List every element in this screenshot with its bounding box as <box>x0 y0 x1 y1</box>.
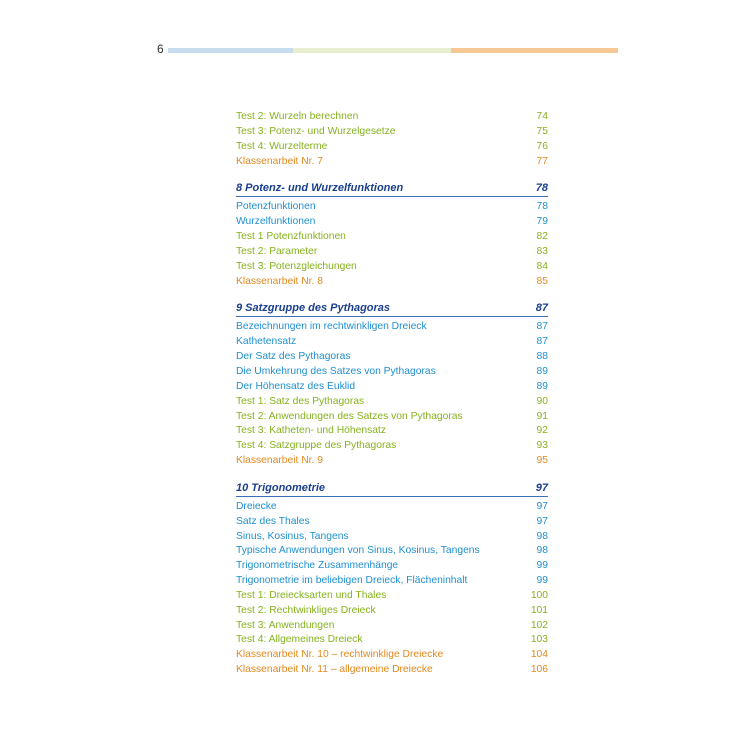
toc-entry[interactable] <box>236 365 548 380</box>
toc-entry[interactable] <box>236 604 548 619</box>
toc-entry-title: Test 4: Wurzelterme <box>236 140 328 152</box>
toc-entry-page: 99 <box>536 560 548 572</box>
chapter-page-number: 97 <box>535 481 548 494</box>
toc-entry-title: Die Umkehrung des Satzes von Pythagoras <box>236 365 436 377</box>
toc-entry-title: Dreiecke <box>236 500 277 512</box>
toc-entry-title: Test 3: Katheten- und Höhensatz <box>236 425 386 437</box>
toc-entry-page: 98 <box>536 530 548 542</box>
toc-entry-page: 84 <box>536 260 548 272</box>
toc-entry-title: Der Höhensatz des Euklid <box>236 380 356 392</box>
toc-entry[interactable] <box>236 574 548 589</box>
toc-entry[interactable] <box>236 515 548 530</box>
toc-entry-title: Trigonometrische Zusammenhänge <box>236 560 399 572</box>
toc-entry-title: Klassenarbeit Nr. 8 <box>236 275 323 287</box>
toc-entry-title: Test 1: Satz des Pythagoras <box>236 395 365 407</box>
toc-entry-page: 103 <box>530 634 548 646</box>
toc-entry-title: Test 2: Parameter <box>236 245 318 257</box>
toc-entry-page: 99 <box>536 575 548 587</box>
toc-entry-page: 93 <box>536 440 548 452</box>
toc-entry-page: 83 <box>536 245 548 257</box>
toc-entry-title: Klassenarbeit Nr. 9 <box>236 455 323 467</box>
toc-entry-title: Test 3: Potenzgleichungen <box>236 260 357 272</box>
toc-entry-page: 100 <box>530 589 548 601</box>
toc-entry-page: 91 <box>536 410 548 422</box>
toc-entry-page: 106 <box>530 664 548 676</box>
toc-entry-title: Typische Anwendungen von Sinus, Kosinus, Tangens <box>236 545 480 557</box>
toc-entry[interactable] <box>236 648 548 663</box>
toc-entry-title: Test 3: Potenz- und Wurzelgesetze <box>236 125 396 137</box>
header-bar-orange <box>451 48 618 53</box>
chapter-title: 9 Satzgruppe des Pythagoras <box>236 302 391 315</box>
toc-entry[interactable] <box>236 544 548 559</box>
toc-entry-page: 75 <box>536 125 548 137</box>
toc-entry[interactable] <box>236 619 548 634</box>
toc-entry-title: Trigonometrie im beliebigen Dreieck, Flächeninhalt <box>236 575 468 587</box>
chapter-heading[interactable] <box>236 175 548 197</box>
toc-entry[interactable] <box>236 559 548 574</box>
toc-entry[interactable] <box>236 245 548 260</box>
toc-entry-page: 79 <box>536 216 548 228</box>
toc-entry[interactable] <box>236 335 548 350</box>
toc-entry-title: Der Satz des Pythagoras <box>236 351 351 363</box>
toc-entry[interactable] <box>236 633 548 648</box>
toc-entry[interactable] <box>236 275 548 290</box>
toc-entry[interactable] <box>236 410 548 425</box>
toc-entry[interactable] <box>236 140 548 155</box>
toc-entry[interactable] <box>236 215 548 230</box>
toc-entry-page: 76 <box>536 140 548 152</box>
toc-entry-page: 104 <box>530 649 548 661</box>
toc-entry-page: 87 <box>536 321 548 333</box>
toc-entry-title: Test 4: Allgemeines Dreieck <box>236 634 363 646</box>
header-bar-green <box>293 48 451 53</box>
toc-entry-page: 89 <box>536 365 548 377</box>
toc-entry-page: 97 <box>536 515 548 527</box>
toc-entry-title: Test 2: Anwendungen des Satzes von Pythagoras <box>236 410 463 422</box>
toc-entry-page: 98 <box>536 545 548 557</box>
toc-entry-page: 89 <box>536 380 548 392</box>
toc-entry[interactable] <box>236 589 548 604</box>
toc-entry[interactable] <box>236 110 548 125</box>
toc-entry[interactable] <box>236 395 548 410</box>
toc-entry-page: 78 <box>536 201 548 213</box>
toc-entry-page: 102 <box>530 619 548 631</box>
toc-entry-page: 87 <box>536 336 548 348</box>
chapter-title: 8 Potenz- und Wurzelfunktionen <box>236 182 404 195</box>
toc-entry[interactable] <box>236 230 548 245</box>
toc-entry[interactable] <box>236 260 548 275</box>
toc-entry[interactable] <box>236 155 548 170</box>
toc-entry[interactable] <box>236 424 548 439</box>
chapter-page-number: 78 <box>535 182 548 195</box>
page-number: 6 <box>157 42 164 56</box>
toc-entry-page: 85 <box>536 275 548 287</box>
toc-entry-title: Klassenarbeit Nr. 10 – rechtwinklige Dreiecke <box>236 649 444 661</box>
toc-entry-page: 92 <box>536 425 548 437</box>
toc-entry-title: Test 3: Anwendungen <box>236 619 335 631</box>
toc-entry-title: Wurzelfunktionen <box>236 216 316 228</box>
toc-entry-title: Satz des Thales <box>236 515 310 527</box>
toc-entry-title: Test 2: Wurzeln berechnen <box>236 111 359 122</box>
toc-entry-page: 82 <box>536 231 548 243</box>
toc-entry[interactable] <box>236 350 548 365</box>
toc-entry-page: 101 <box>530 604 548 616</box>
toc-entry-page: 74 <box>536 111 548 122</box>
table-of-contents <box>236 110 548 678</box>
toc-entry-title: Kathetensatz <box>236 336 297 348</box>
toc-entry-page: 88 <box>536 351 548 363</box>
toc-entry[interactable] <box>236 125 548 140</box>
toc-entry-title: Klassenarbeit Nr. 11 – allgemeine Dreiecke <box>236 664 433 676</box>
toc-entry-title: Test 1: Dreiecksarten und Thales <box>236 589 387 601</box>
chapter-title: 10 Trigonometrie <box>236 481 326 494</box>
toc-entry-title: Klassenarbeit Nr. 7 <box>236 155 323 167</box>
chapter-heading[interactable] <box>236 475 548 497</box>
toc-entry-title: Bezeichnungen im rechtwinkligen Dreieck <box>236 321 427 333</box>
toc-entry[interactable] <box>236 454 548 469</box>
chapter-page-number: 87 <box>535 302 548 315</box>
toc-entry[interactable] <box>236 663 548 678</box>
toc-entry[interactable] <box>236 439 548 454</box>
toc-entry-title: Test 1 Potenzfunktionen <box>236 231 346 243</box>
toc-entry[interactable] <box>236 200 548 215</box>
toc-entry[interactable] <box>236 320 548 335</box>
toc-entry-title: Test 2: Rechtwinkliges Dreieck <box>236 604 376 616</box>
toc-entry-title: Test 4: Satzgruppe des Pythagoras <box>236 440 397 452</box>
toc-entry-page: 95 <box>536 455 548 467</box>
toc-entry[interactable] <box>236 380 548 395</box>
toc-entry-title: Sinus, Kosinus, Tangens <box>236 530 349 542</box>
toc-entry-title: Potenzfunktionen <box>236 201 316 213</box>
toc-entry-page: 97 <box>536 500 548 512</box>
toc-entry-page: 77 <box>536 155 548 167</box>
chapter-heading[interactable] <box>236 295 548 317</box>
toc-entry[interactable] <box>236 530 548 545</box>
toc-entry-page: 90 <box>536 395 548 407</box>
toc-entry[interactable] <box>236 500 548 515</box>
header-bar-blue <box>168 48 293 53</box>
